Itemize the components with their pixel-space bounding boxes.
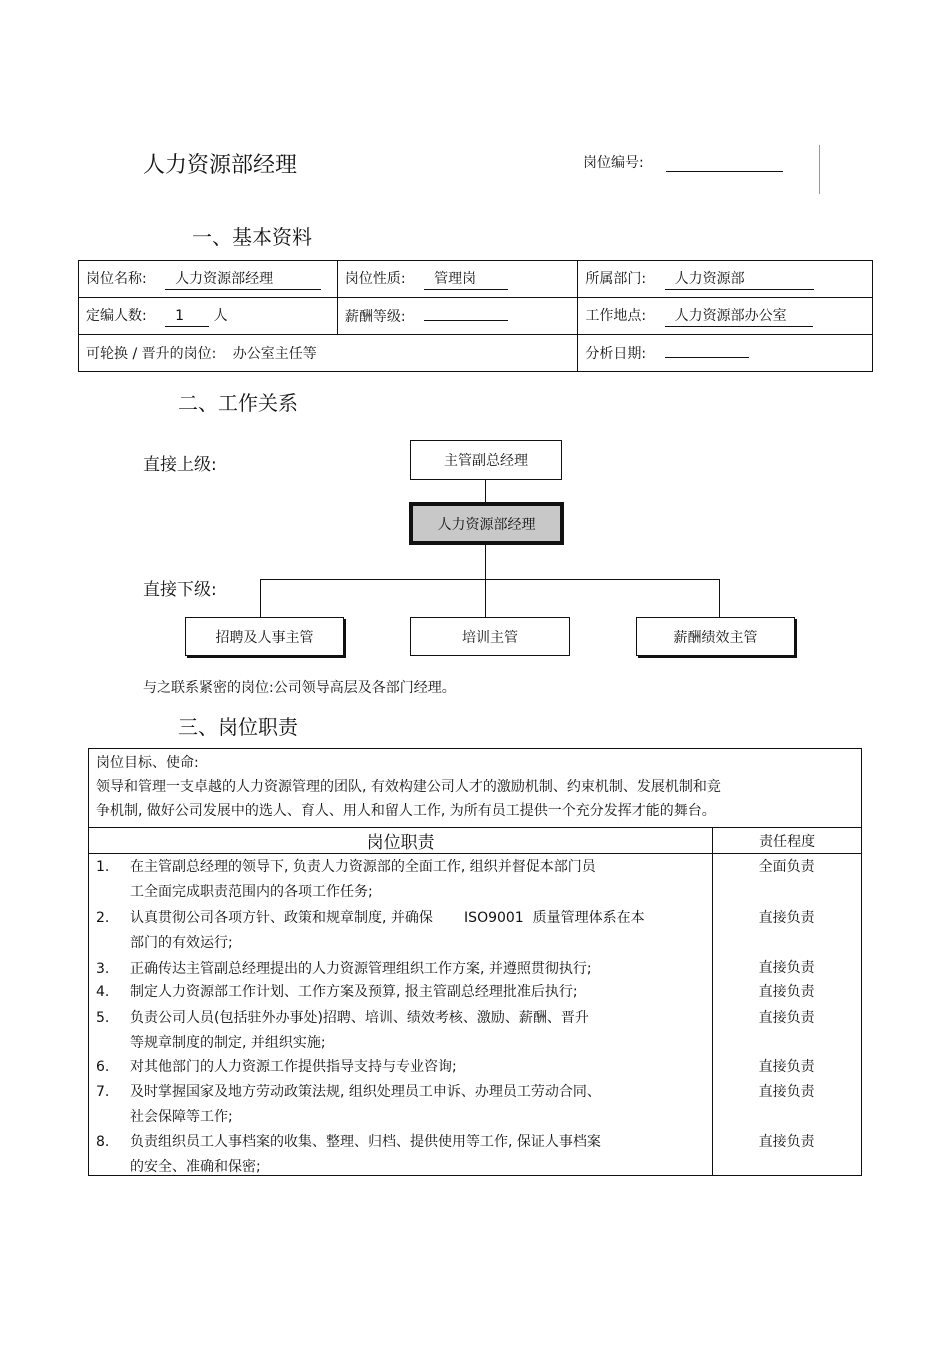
date-label: 分析日期: <box>585 346 647 362</box>
table-row <box>89 828 862 854</box>
post-name-value: 人力资源部经理 <box>165 271 321 290</box>
dept-label: 所属部门: <box>585 271 647 287</box>
table-row <box>89 854 862 1176</box>
headcount-label: 定编人数: <box>86 308 147 324</box>
responsibility-level: 直接负责 <box>758 1059 815 1075</box>
rotation-value: 办公室主任等 <box>232 346 317 362</box>
org-connector <box>485 544 486 618</box>
duty-list-cell <box>89 854 713 1176</box>
section-relations-heading: 二、工作关系 <box>178 391 298 415</box>
responsibility-level: 全面负责 <box>758 859 815 875</box>
duty-list <box>89 854 712 1175</box>
mission-text-line-1: 领导和管理一支卓越的人力资源管理的团队, 有效构建公司人才的激励机制、约束机制、发展机制和竞 <box>96 779 721 795</box>
location-value: 人力资源部办公室 <box>665 308 813 327</box>
org-connector <box>260 579 720 580</box>
org-box-superior: 主管副总经理 <box>410 440 562 480</box>
item-number: 7. <box>96 1084 110 1100</box>
section-basic-heading: 一、基本资料 <box>192 225 312 249</box>
responsibility-level: 直接负责 <box>758 1134 815 1150</box>
dept-value: 人力资源部 <box>665 271 814 290</box>
nature-value: 管理岗 <box>424 271 508 290</box>
post-number-label: 岗位编号: <box>583 155 644 171</box>
mission-cell <box>89 749 862 828</box>
related-posts-text: 与之联系紧密的岗位:公司领导高层及各部门经理。 <box>143 680 456 696</box>
dept-cell <box>578 261 873 298</box>
table-row <box>79 298 873 335</box>
responsibility-level: 直接负责 <box>758 960 815 976</box>
section-duties-heading: 三、岗位职责 <box>178 715 298 739</box>
org-box-subordinate-training: 培训主管 <box>410 617 570 656</box>
item-text: 制定人力资源部工作计划、工作方案及预算, 报主管副总经理批准后执行; <box>130 984 578 1000</box>
level-list <box>713 854 861 1175</box>
nature-cell <box>337 261 577 298</box>
item-number: 6. <box>96 1059 110 1075</box>
item-text: 认真贯彻公司各项方针、政策和规章制度, 并确保 ISO9001 质量管理体系在本 <box>130 910 645 926</box>
column-header-duty: 岗位职责 <box>89 828 713 854</box>
date-blank <box>665 356 749 358</box>
item-text: 负责组织员工人事档案的收集、整理、归档、提供使用等工作, 保证人事档案 <box>130 1134 601 1150</box>
mission-text-line-2: 争机制, 做好公司发展中的选人、育人、用人和留人工作, 为所有员工提供一个充分发挥才能的舞台。 <box>96 803 716 819</box>
salary-cell <box>337 298 577 335</box>
column-header-level: 责任程度 <box>713 828 862 854</box>
date-cell <box>578 335 873 372</box>
post-name-label: 岗位名称: <box>86 271 147 287</box>
headcount-value: 1 <box>165 308 209 327</box>
org-connector <box>260 579 261 617</box>
salary-label: 薪酬等级: <box>344 309 406 325</box>
nature-label: 岗位性质: <box>344 271 406 287</box>
item-number: 2. <box>96 910 110 926</box>
org-connector <box>719 579 720 617</box>
item-text: 正确传达主管副总经理提出的人力资源管理组织工作方案, 并遵照贯彻执行; <box>130 961 592 977</box>
table-row <box>89 749 862 828</box>
table-row <box>79 261 873 298</box>
item-text-cont: 部门的有效运行; <box>130 935 233 951</box>
mission-label: 岗位目标、使命: <box>96 755 199 771</box>
item-number: 4. <box>96 984 110 1000</box>
superior-label: 直接上级: <box>143 455 217 475</box>
item-number: 8. <box>96 1134 110 1150</box>
rotation-cell <box>79 335 578 372</box>
location-cell <box>578 298 873 335</box>
post-number-blank <box>666 171 783 172</box>
responsibility-level: 直接负责 <box>758 984 815 1000</box>
duties-table <box>88 748 862 1176</box>
headcount-unit: 人 <box>213 308 228 324</box>
item-text-cont: 的安全、准确和保密; <box>130 1159 261 1175</box>
responsibility-level: 直接负责 <box>758 1084 815 1100</box>
location-label: 工作地点: <box>585 308 647 324</box>
item-number: 1. <box>96 859 110 875</box>
responsibility-level: 直接负责 <box>758 1010 815 1026</box>
org-box-subordinate-recruit: 招聘及人事主管 <box>185 617 344 656</box>
item-text: 对其他部门的人力资源工作提供指导支持与专业咨询; <box>130 1059 457 1075</box>
basic-info-table <box>78 260 873 372</box>
level-list-cell <box>713 854 862 1176</box>
page-title: 人力资源部经理 <box>143 153 298 178</box>
item-text: 负责公司人员(包括驻外办事处)招聘、培训、绩效考核、激励、薪酬、晋升 <box>130 1010 589 1026</box>
item-number: 3. <box>96 961 110 977</box>
item-text: 及时掌握国家及地方劳动政策法规, 组织处理员工申诉、办理员工劳动合同、 <box>130 1084 601 1100</box>
table-row <box>79 335 873 372</box>
org-connector <box>485 479 486 502</box>
salary-blank <box>424 319 508 321</box>
item-text-cont: 社会保障等工作; <box>130 1109 233 1125</box>
post-name-cell <box>79 261 338 298</box>
item-number: 5. <box>96 1010 110 1026</box>
item-text-cont: 等规章制度的制定, 并组织实施; <box>130 1035 326 1051</box>
responsibility-level: 直接负责 <box>758 910 815 926</box>
org-box-subordinate-payroll: 薪酬绩效主管 <box>636 617 795 656</box>
margin-divider <box>819 145 820 194</box>
item-text-cont: 工全面完成职责范围内的各项工作任务; <box>130 884 373 900</box>
item-text: 在主管副总经理的领导下, 负责人力资源部的全面工作, 组织并督促本部门员 <box>130 859 596 875</box>
rotation-label: 可轮换 / 晋升的岗位: <box>86 346 217 362</box>
subordinate-label: 直接下级: <box>143 580 217 600</box>
org-box-current: 人力资源部经理 <box>409 502 564 545</box>
headcount-cell <box>79 298 338 335</box>
